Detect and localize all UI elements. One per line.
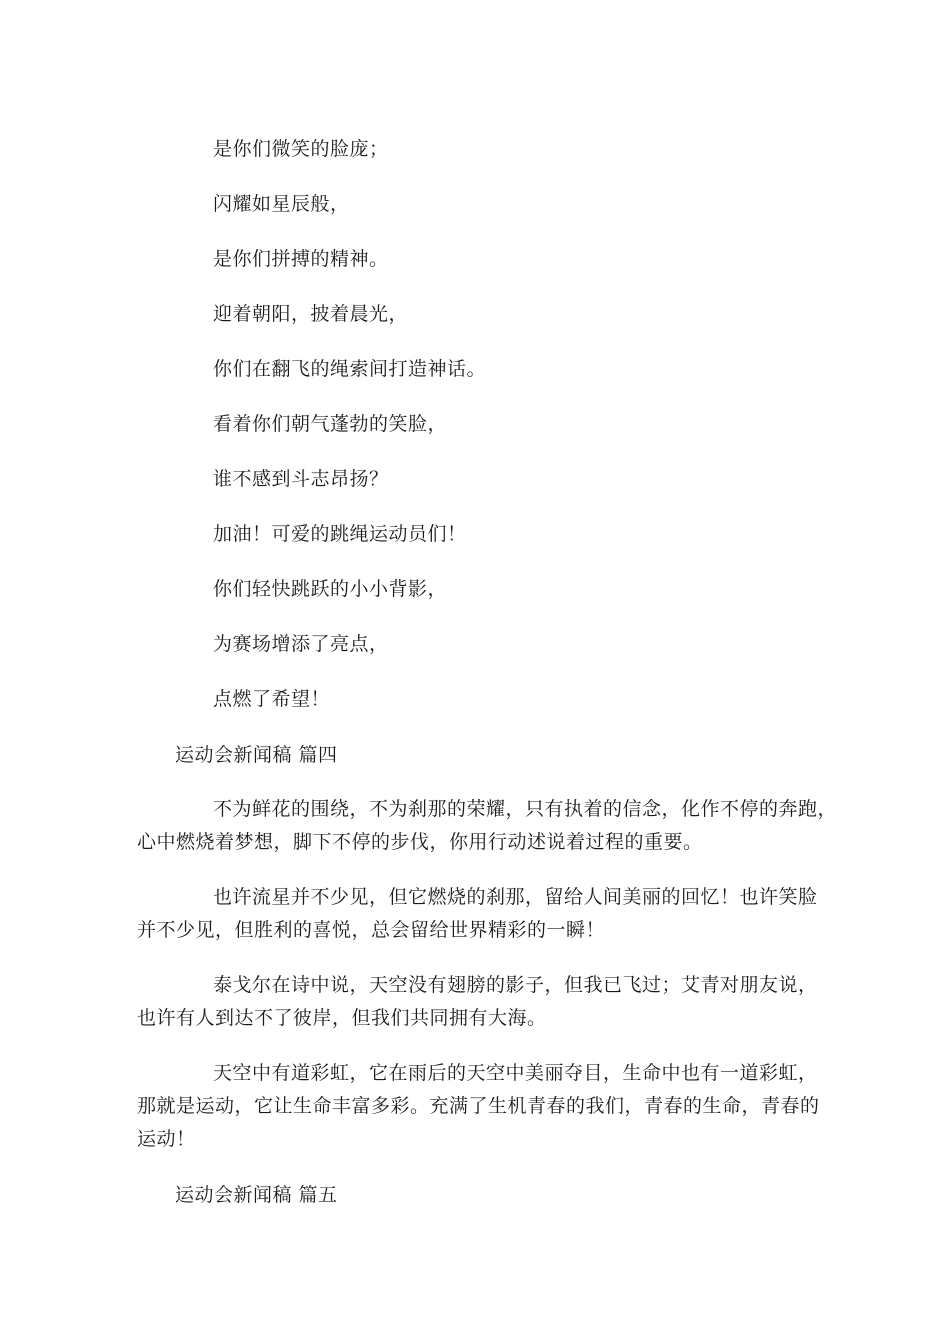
paragraph-line: 那就是运动，它让生命丰富多彩。充满了生机青春的我们，青春的生命，青春的 [137,1095,820,1117]
poem-line: 加油！可爱的跳绳运动员们！ [213,523,467,545]
poem-line: 你们在翻飞的绳索间打造神话。 [213,358,487,380]
paragraph-line: 不为鲜花的围绕，不为刹那的荣耀，只有执着的信念，化作不停的奔跑， [213,798,838,820]
poem-line: 是你们微笑的脸庞； [213,138,389,160]
paragraph-line: 运动！ [137,1128,196,1150]
paragraph-line: 也许有人到达不了彼岸，但我们共同拥有大海。 [137,1007,547,1029]
poem-line: 为赛场增添了亮点， [213,633,389,655]
poem-line: 你们轻快跳跃的小小背影， [213,578,448,600]
paragraph-line: 也许流星并不少见，但它燃烧的刹那，留给人间美丽的回忆！也许笑脸 [213,886,818,908]
paragraph-line: 天空中有道彩虹，它在雨后的天空中美丽夺目，生命中也有一道彩虹， [213,1062,818,1084]
paragraph-line: 心中燃烧着梦想，脚下不停的步伐，你用行动述说着过程的重要。 [137,831,703,853]
section-heading: 运动会新闻稿 篇五 [175,1184,338,1206]
paragraph-line: 并不少见，但胜利的喜悦，总会留给世界精彩的一瞬！ [137,919,606,941]
poem-line: 迎着朝阳，披着晨光， [213,303,409,325]
poem-line: 是你们拼搏的精神。 [213,248,389,270]
poem-line: 看着你们朝气蓬勃的笑脸， [213,413,448,435]
poem-line: 闪耀如星辰般， [213,193,350,215]
poem-line: 谁不感到斗志昂扬？ [213,468,389,490]
section-heading: 运动会新闻稿 篇四 [175,744,338,766]
poem-line: 点燃了希望！ [213,688,331,710]
paragraph-line: 泰戈尔在诗中说，天空没有翅膀的影子，但我已飞过；艾青对朋友说， [213,974,818,996]
